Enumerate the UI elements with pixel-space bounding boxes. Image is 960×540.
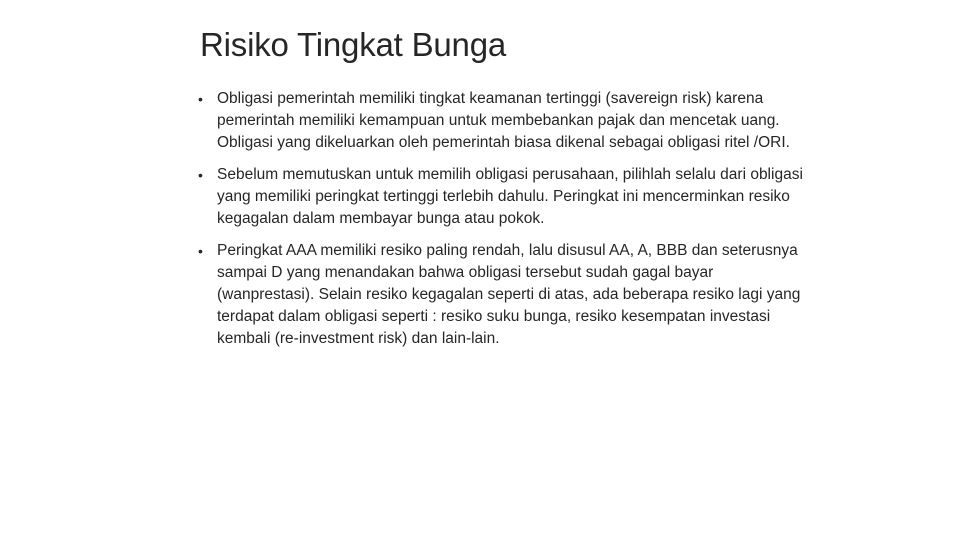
slide-title: Risiko Tingkat Bunga xyxy=(200,26,507,63)
bullet-dot-icon: • xyxy=(198,243,203,259)
bullet-text-2: Sebelum memutuskan untuk memilih obligasi perusahaan, pilihlah selalu dari obligasi yang memiliki peringkat tertinggi terlebih dahulu. Peringkat ini mencerminkan resiko kegagalan dalam membayar bunga atau pokok. xyxy=(217,166,803,227)
bullet-text-3: Peringkat AAA memiliki resiko paling rendah, lalu disusul AA, A, BBB dan seterusnya sampai D yang menandakan bahwa obligasi tersebut sudah gagal bayar (wanprestasi). Selain resiko kegagalan seperti di atas, ada beberapa resiko lagi yang terdapat dalam obligasi seperti : resiko suku bunga, resiko kesempatan investasi kembali (re-investment risk) dan lain-lain. xyxy=(217,242,801,347)
bullet-dot-icon: • xyxy=(198,91,203,107)
bullet-list xyxy=(198,88,803,360)
bullet-item-3 xyxy=(198,240,803,350)
bullet-dot-icon: • xyxy=(198,167,203,183)
bullet-item-1 xyxy=(198,88,803,154)
bullet-item-2 xyxy=(198,164,803,230)
bullet-text-1: Obligasi pemerintah memiliki tingkat keamanan tertinggi (savereign risk) karena pemerintah memiliki kemampuan untuk membebankan pajak dan mencetak uang. Obligasi yang dikeluarkan oleh pemerintah biasa dikenal sebagai obligasi ritel /ORI. xyxy=(217,90,790,151)
